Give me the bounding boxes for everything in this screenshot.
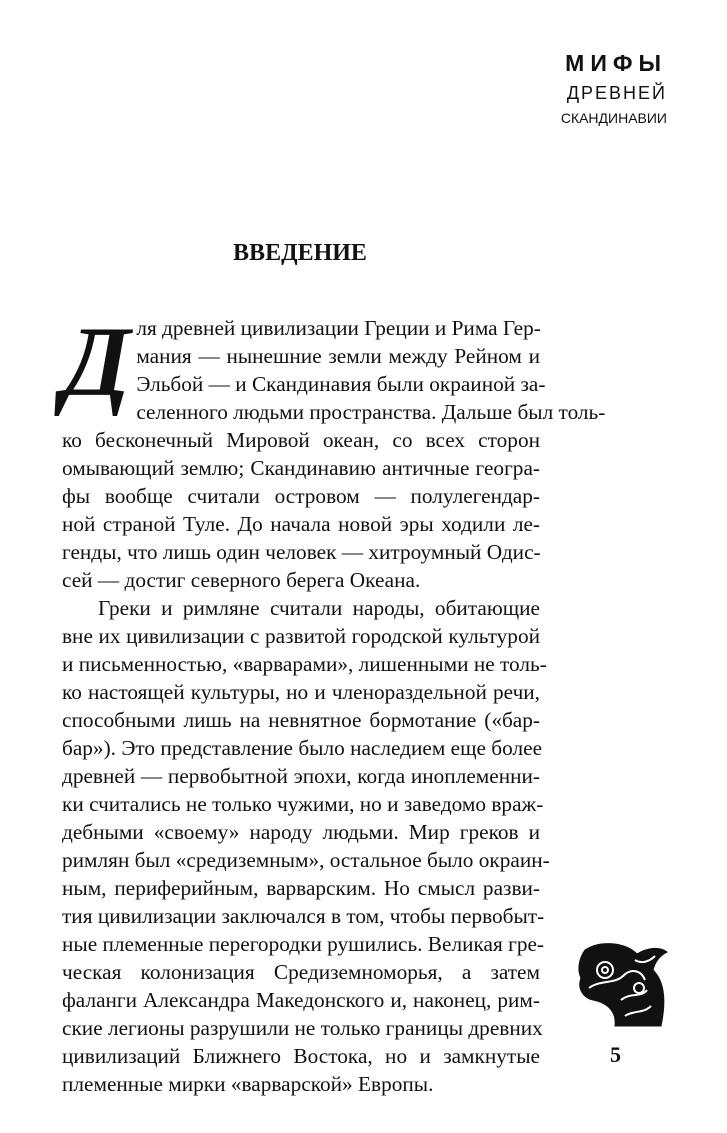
header-subtitle-2: СКАНДИНАВИИ <box>560 110 667 126</box>
text-line: сей — достиг северного берега Океана. <box>62 568 421 592</box>
running-header <box>561 50 667 126</box>
text-line: племенные мирки «варварской» Европы. <box>62 1072 434 1096</box>
text-line: селенного людьми пространства. Дальше был толь- <box>136 400 606 424</box>
text-line: Эльбой — и Скандинавия были окраиной за- <box>136 372 546 396</box>
text-line: фы вообще считали островом — полулегендар- <box>62 484 540 508</box>
text-line: ческая колонизация Средиземноморья, а затем <box>62 960 540 984</box>
text-line: способными лишь на невнятное бормотание («бар- <box>62 708 540 732</box>
text-line: вне их цивилизации с развитой городской культурой <box>62 624 540 648</box>
paragraph-2 <box>62 594 550 1098</box>
text-line: бар»). Это представление было наследием еще более <box>62 736 543 760</box>
text-line: омывающий землю; Скандинавию античные геогра- <box>62 456 540 480</box>
text-line: ские легионы разрушили не только границы древних <box>62 1016 543 1040</box>
drop-cap: Д <box>62 306 131 417</box>
header-subtitle: ДРЕВНЕЙ <box>566 83 667 103</box>
text-line: римлян был «средиземным», остальное было окраин- <box>62 848 550 872</box>
text-line: тия цивилизации заключался в том, чтобы первобыт- <box>62 904 545 928</box>
text-line: фаланги Александра Македонского и, наконец, рим- <box>62 988 540 1012</box>
text-line: ные племенные перегородки рушились. Великая гре- <box>62 932 545 956</box>
text-line: ко настоящей культуры, но и членораздельной речи, <box>62 680 540 704</box>
text-line: ки считались не только чужими, но и заведомо враж- <box>62 792 544 816</box>
text-line: ко бесконечный Мировой океан, со всех сторон <box>62 428 540 452</box>
page-number: 5 <box>610 1042 621 1067</box>
text-line: Греки и римляне считали народы, обитающие <box>98 596 540 620</box>
text-line: ным, периферийным, варварским. Но смысл разви- <box>62 876 540 900</box>
body-text <box>62 306 606 1098</box>
text-line: ной страной Туле. До начала новой эры ходили ле- <box>62 512 540 536</box>
text-line: древней — первобытной эпохи, когда иноплеменни- <box>62 764 540 788</box>
text-line: и письменностью, «варварами», лишенными не толь- <box>62 652 547 676</box>
header-title: МИФЫ <box>565 50 667 76</box>
text-line: мания — нынешние земли между Рейном и <box>136 344 540 368</box>
text-line: дебными «своему» народу людьми. Мир греков и <box>62 820 540 844</box>
text-line: цивилизаций Ближнего Востока, но и замкнутые <box>62 1044 540 1068</box>
text-line: генды, что лишь один человек — хитроумный Одис- <box>62 540 541 564</box>
carved-dragon-head-icon <box>575 940 670 1030</box>
paragraph-1 <box>62 306 606 594</box>
text-line: ля древней цивилизации Греции и Рима Гер- <box>136 316 541 340</box>
chapter-title: ВВЕДЕНИЕ <box>233 240 367 266</box>
